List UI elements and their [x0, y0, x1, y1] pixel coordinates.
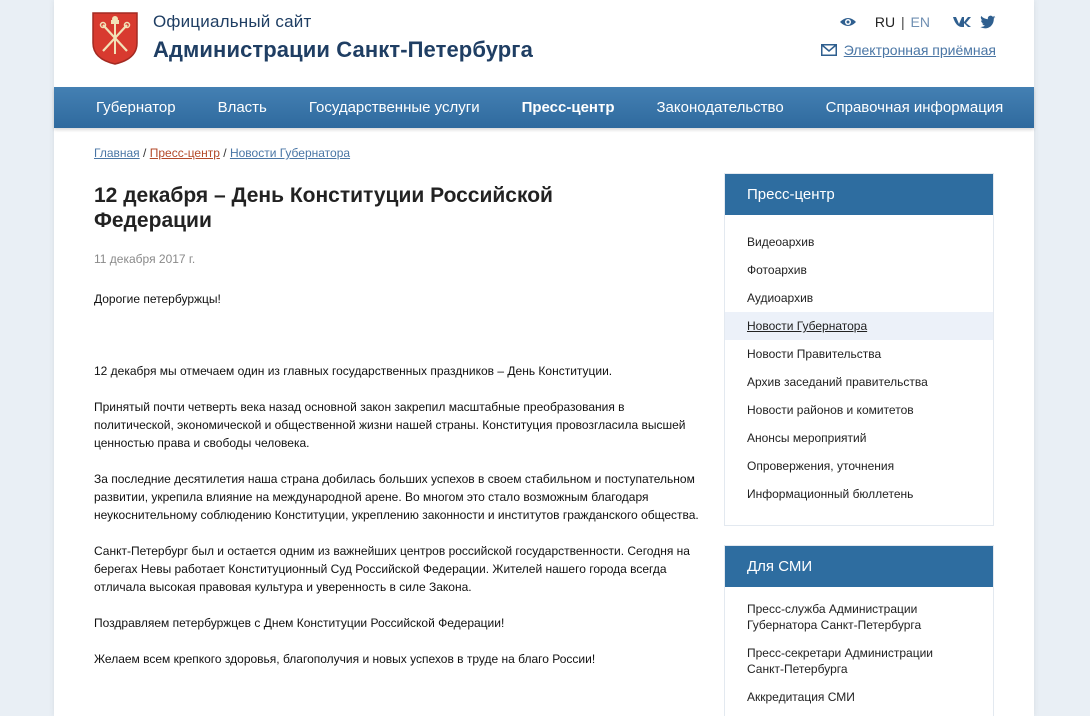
lang-ru[interactable]: RU	[874, 14, 896, 30]
mail-icon	[821, 44, 837, 56]
nav-item-press-center[interactable]: Пресс-центр	[521, 99, 615, 116]
eye-icon[interactable]	[839, 15, 857, 29]
article-paragraph: Принятый почти четверть века назад основной закон закрепил масштабные преобразования в политической, экономической и общественной жизни нашей страны. Конституция провозгласила высшей ценностью права и свободы человека.	[94, 400, 686, 450]
breadcrumb	[94, 146, 350, 160]
sidebar-item-accreditation[interactable]	[725, 689, 993, 716]
sidebar-item-label: Пресс-секретари Администрации Санкт-Петербурга	[747, 646, 933, 676]
twitter-icon[interactable]	[980, 15, 996, 29]
sidebar-item-label: Анонсы мероприятий	[747, 431, 867, 445]
nav-item-governor[interactable]: Губернатор	[96, 99, 176, 116]
sidebar-press-center	[724, 173, 994, 526]
sidebar-press-center-list	[725, 215, 993, 520]
lang-en[interactable]: EN	[910, 14, 930, 30]
sidebar-item-label: Опровержения, уточнения	[747, 459, 895, 473]
sidebar-item-label: Фотоархив	[747, 263, 807, 277]
coat-of-arms-logo[interactable]	[91, 11, 139, 65]
main-nav	[54, 87, 1034, 128]
e-reception-label[interactable]: Электронная приёмная	[843, 42, 996, 58]
article-paragraph: Желаем всем крепкого здоровья, благополучия и новых успехов в труде на благо России!	[94, 652, 596, 666]
sidebar-item-governor-news[interactable]	[725, 312, 993, 340]
breadcrumb-home[interactable]: Главная	[94, 146, 140, 160]
article-date: 11 декабря 2017 г.	[94, 252, 196, 266]
sidebar-item-label: Видеоархив	[747, 235, 815, 249]
sidebar-item-label: Информационный бюллетень	[747, 487, 914, 501]
article-title: 12 декабря – День Конституции Российской Федерации	[94, 184, 553, 232]
nav-item-public-services[interactable]: Государственные услуги	[308, 99, 480, 116]
sidebar-for-media	[724, 545, 994, 716]
sidebar-item-label: Новости Губернатора	[747, 319, 868, 333]
vk-icon[interactable]	[952, 16, 972, 28]
breadcrumb-press-center[interactable]: Пресс-центр	[149, 146, 220, 160]
nav-item-reference-info[interactable]: Справочная информация	[825, 99, 1004, 116]
e-reception-link[interactable]	[821, 42, 996, 58]
sidebar-for-media-title[interactable]: Для СМИ	[725, 546, 993, 587]
sidebar-item-press-secretaries[interactable]	[725, 645, 993, 689]
sidebar-item-press-service[interactable]	[725, 601, 993, 645]
article-paragraph: Дорогие петербуржцы!	[94, 292, 221, 306]
sidebar-item-label: Архив заседаний правительства	[747, 375, 928, 389]
sidebar-item-label: Аудиоархив	[747, 291, 814, 305]
article-body	[94, 290, 704, 668]
article-paragraph: Санкт-Петербург был и остается одним из важнейших центров российской государственности. Сегодня на берегах Невы работает Конституционный Суд Российской Федерации. Жителей нашего города всегда отличала высокая правовая культура и уверенность в силе Закона.	[94, 544, 690, 594]
site-header	[54, 0, 1034, 87]
sidebar-item-label: Пресс-служба Администрации Губернатора Санкт-Петербурга	[747, 602, 922, 632]
sidebar-item-bulletin[interactable]	[725, 480, 993, 508]
header-tools	[839, 14, 996, 30]
sidebar-press-center-title[interactable]: Пресс-центр	[725, 174, 993, 215]
nav-item-authority[interactable]: Власть	[217, 99, 267, 116]
lang-separator: |	[901, 14, 905, 30]
sidebar-item-label: Новости Правительства	[747, 347, 882, 361]
site-subtitle: Официальный сайт	[153, 12, 312, 31]
sidebar-item-refutations[interactable]	[725, 452, 993, 480]
breadcrumb-governor-news[interactable]: Новости Губернатора	[229, 146, 351, 160]
sidebar-item-event-announcements[interactable]	[725, 424, 993, 452]
sidebar-item-government-news[interactable]	[725, 340, 993, 368]
article-paragraph: За последние десятилетия наша страна добилась больших успехов в своем стабильном и поступательном развитии, укрепила влияние на международной арене. Во многом это стало возможным благодаря неукоснительному соблюдению Конституции, укреплению законности и институтов гражданского общества.	[94, 472, 699, 522]
sidebar-for-media-list	[725, 587, 993, 716]
site-title[interactable]: Администрации Санкт-Петербурга	[153, 37, 533, 62]
sidebar-item-video-archive[interactable]	[725, 228, 993, 256]
language-switcher	[875, 14, 930, 30]
article-paragraph: Поздравляем петербуржцев с Днем Конституции Российской Федерации!	[94, 616, 505, 630]
nav-item-legislation[interactable]: Законодательство	[656, 99, 784, 116]
sidebar-item-photo-archive[interactable]	[725, 256, 993, 284]
breadcrumb-separator: /	[143, 146, 147, 160]
sidebar-item-audio-archive[interactable]	[725, 284, 993, 312]
sidebar-item-label: Новости районов и комитетов	[747, 403, 914, 417]
breadcrumb-separator: /	[223, 146, 227, 160]
article-paragraph: 12 декабря мы отмечаем один из главных государственных праздников – День Конституции.	[94, 364, 613, 378]
page	[54, 0, 1034, 716]
sidebar-item-meetings-archive[interactable]	[725, 368, 993, 396]
sidebar-item-district-news[interactable]	[725, 396, 993, 424]
sidebar-item-label: Аккредитация СМИ	[747, 690, 855, 704]
